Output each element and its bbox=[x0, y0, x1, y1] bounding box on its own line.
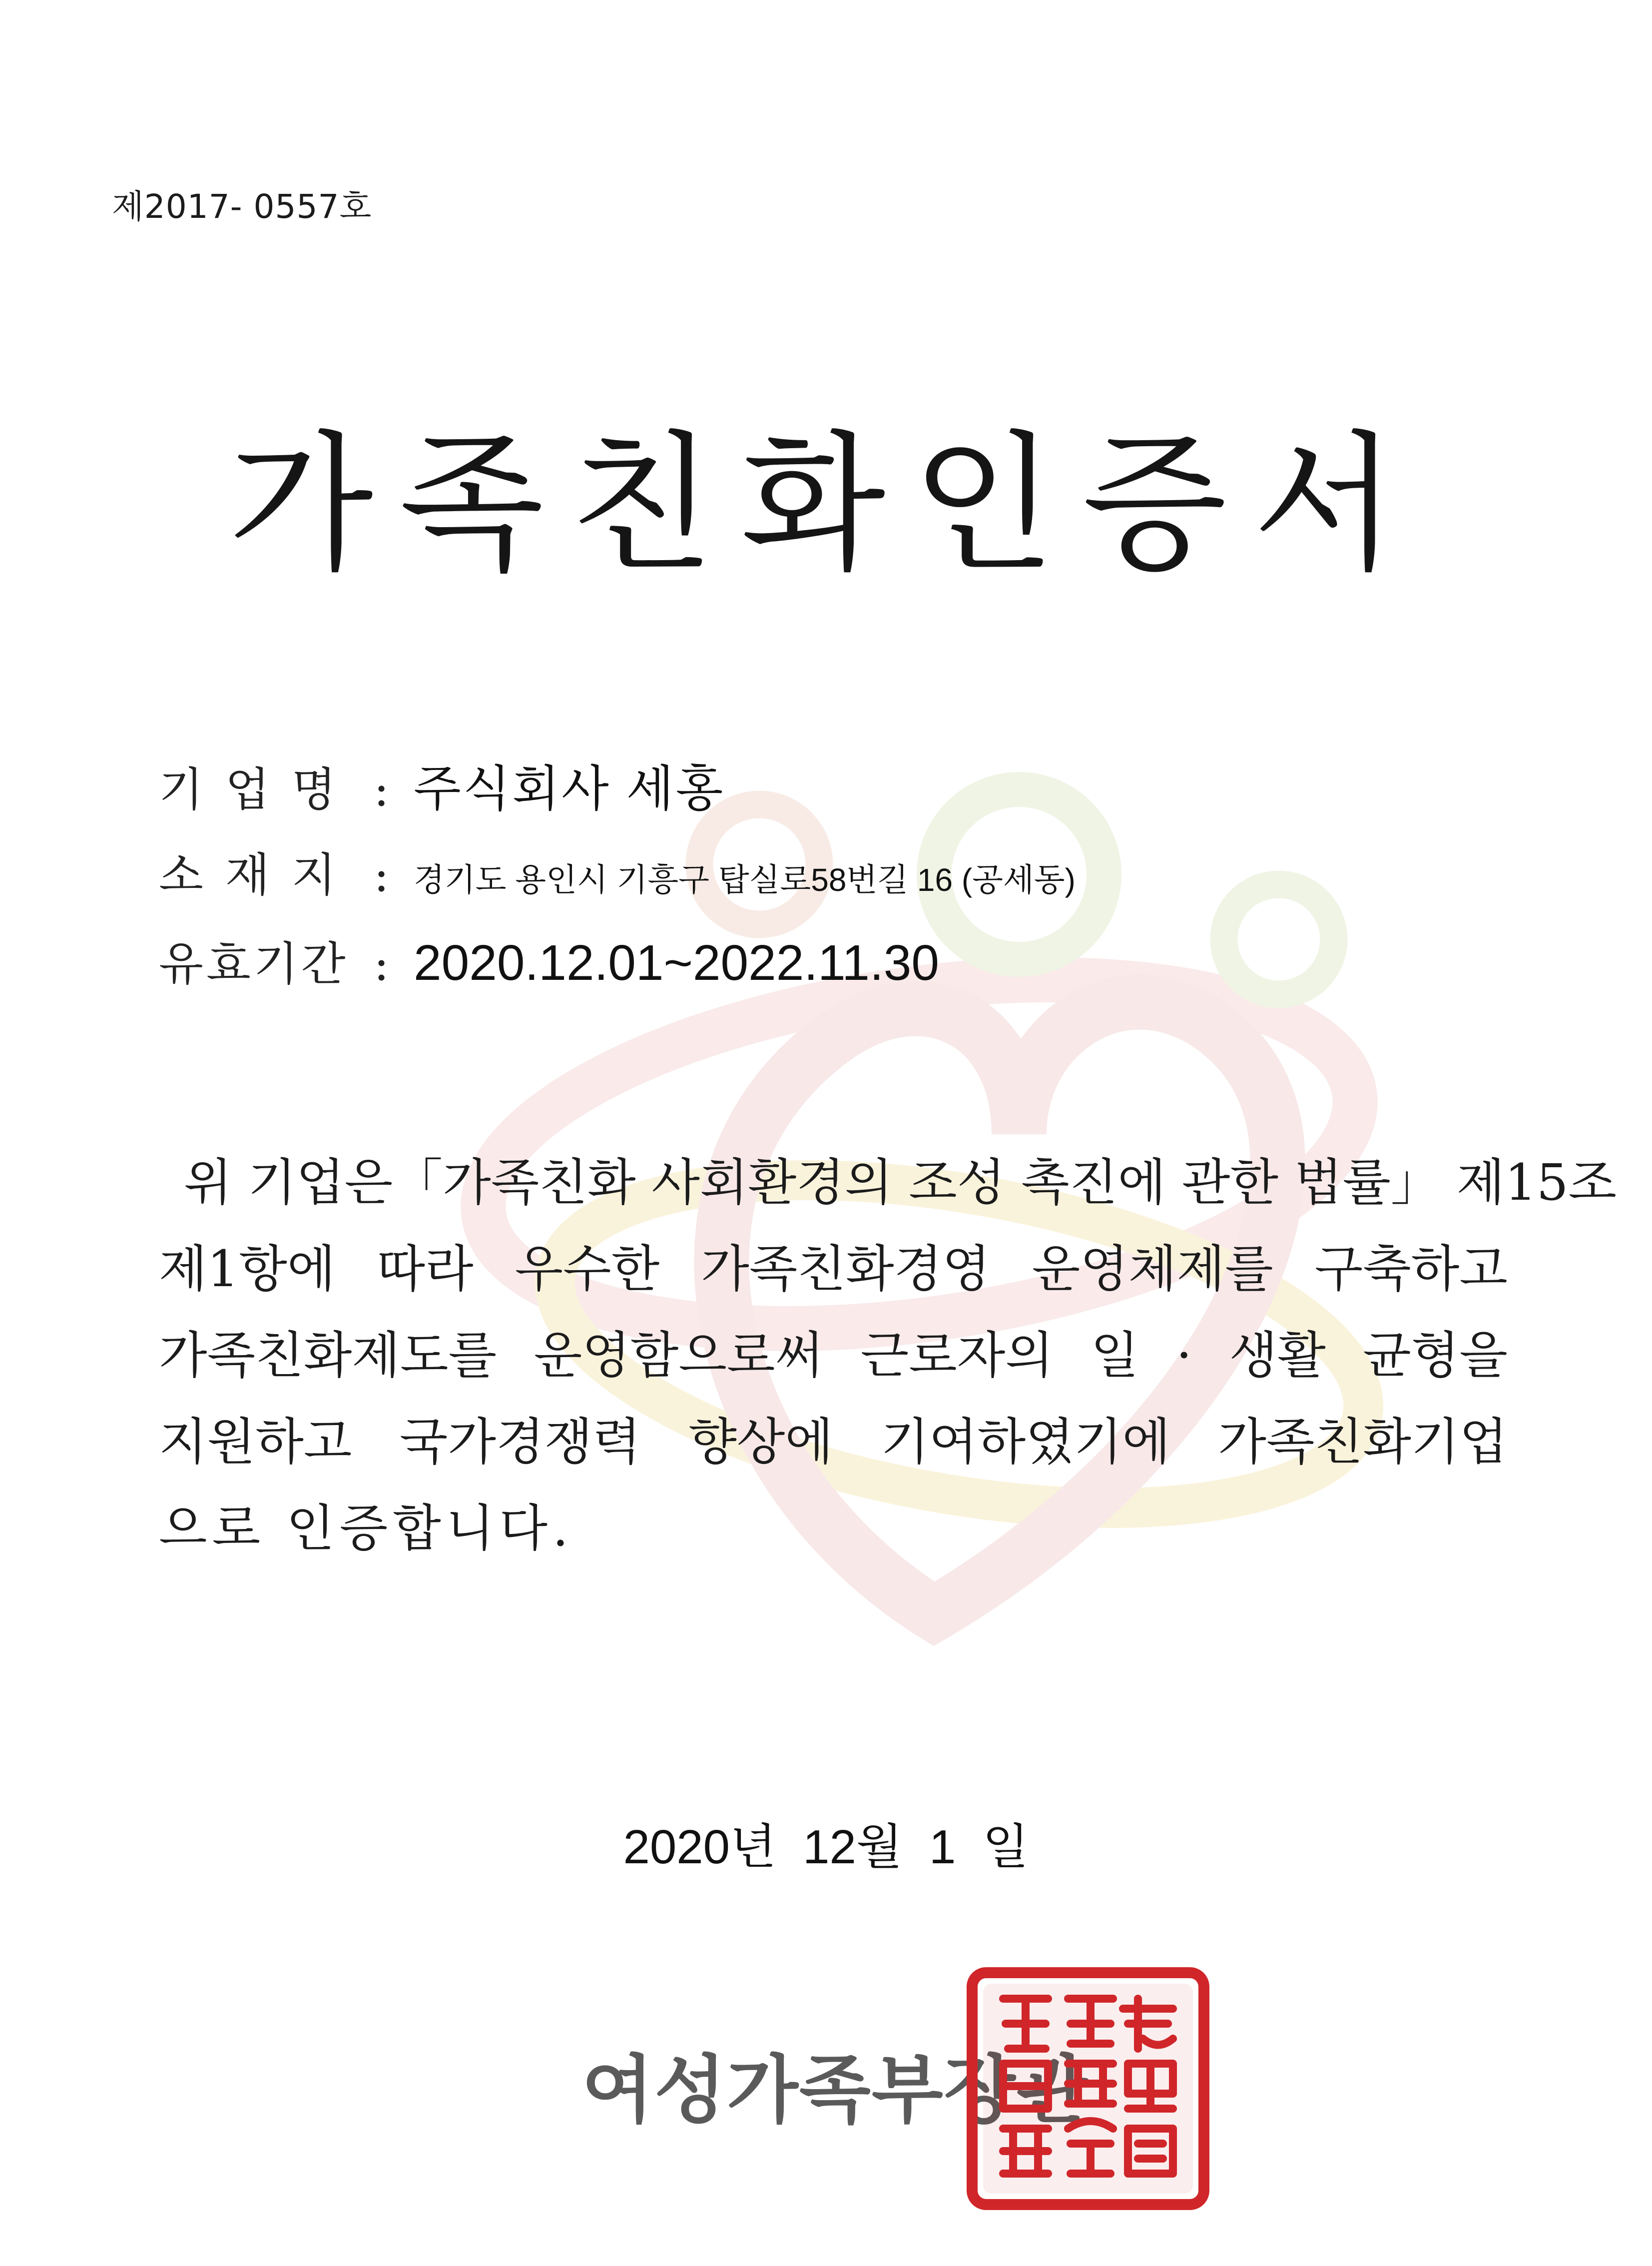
location-row bbox=[159, 838, 1508, 927]
certificate-info bbox=[159, 750, 1508, 1016]
issuer-name: 여성가족부장관 bbox=[582, 2047, 1089, 2133]
company-value: 주식회사 세홍 bbox=[414, 761, 725, 816]
company-label: 기업명 bbox=[159, 763, 358, 816]
issue-date: 2020년 12월 1 일 bbox=[623, 1820, 1029, 1874]
body-line: 으로 인증합니다. bbox=[159, 1499, 573, 1557]
company-colon: : bbox=[374, 763, 389, 816]
body-line: 위 기업은「가족친화 사회환경의 조성 촉진에 관한 법률」 제15조 bbox=[184, 1153, 1617, 1212]
period-row bbox=[159, 927, 1508, 1016]
location-label: 소재지 bbox=[159, 848, 358, 902]
body-line: 가족친화제도를 운영함으로써 근로자의 일 · 생활 균형을 bbox=[159, 1326, 1508, 1385]
body-line: 지원하고 국가경쟁력 향상에 기여하였기에 가족친화기업 bbox=[159, 1413, 1508, 1471]
location-colon: : bbox=[374, 848, 389, 902]
period-value: 2020.12.01~2022.11.30 bbox=[414, 935, 939, 991]
certificate-title: 가족친화인증서 bbox=[228, 417, 1424, 592]
location-value: 경기도 용인시 기흥구 탑실로58번길 16 (공세동) bbox=[414, 862, 1076, 898]
certificate-number: 제2017- 0557호 bbox=[112, 187, 372, 226]
period-label: 유효기간 bbox=[159, 937, 349, 991]
company-row bbox=[159, 750, 1508, 838]
official-seal-icon bbox=[963, 1964, 1213, 2214]
body-line: 제1항에 따라 우수한 가족친화경영 운영체제를 구축하고 bbox=[159, 1240, 1508, 1298]
certificate-body bbox=[159, 1139, 1617, 1571]
period-colon: : bbox=[374, 937, 389, 991]
